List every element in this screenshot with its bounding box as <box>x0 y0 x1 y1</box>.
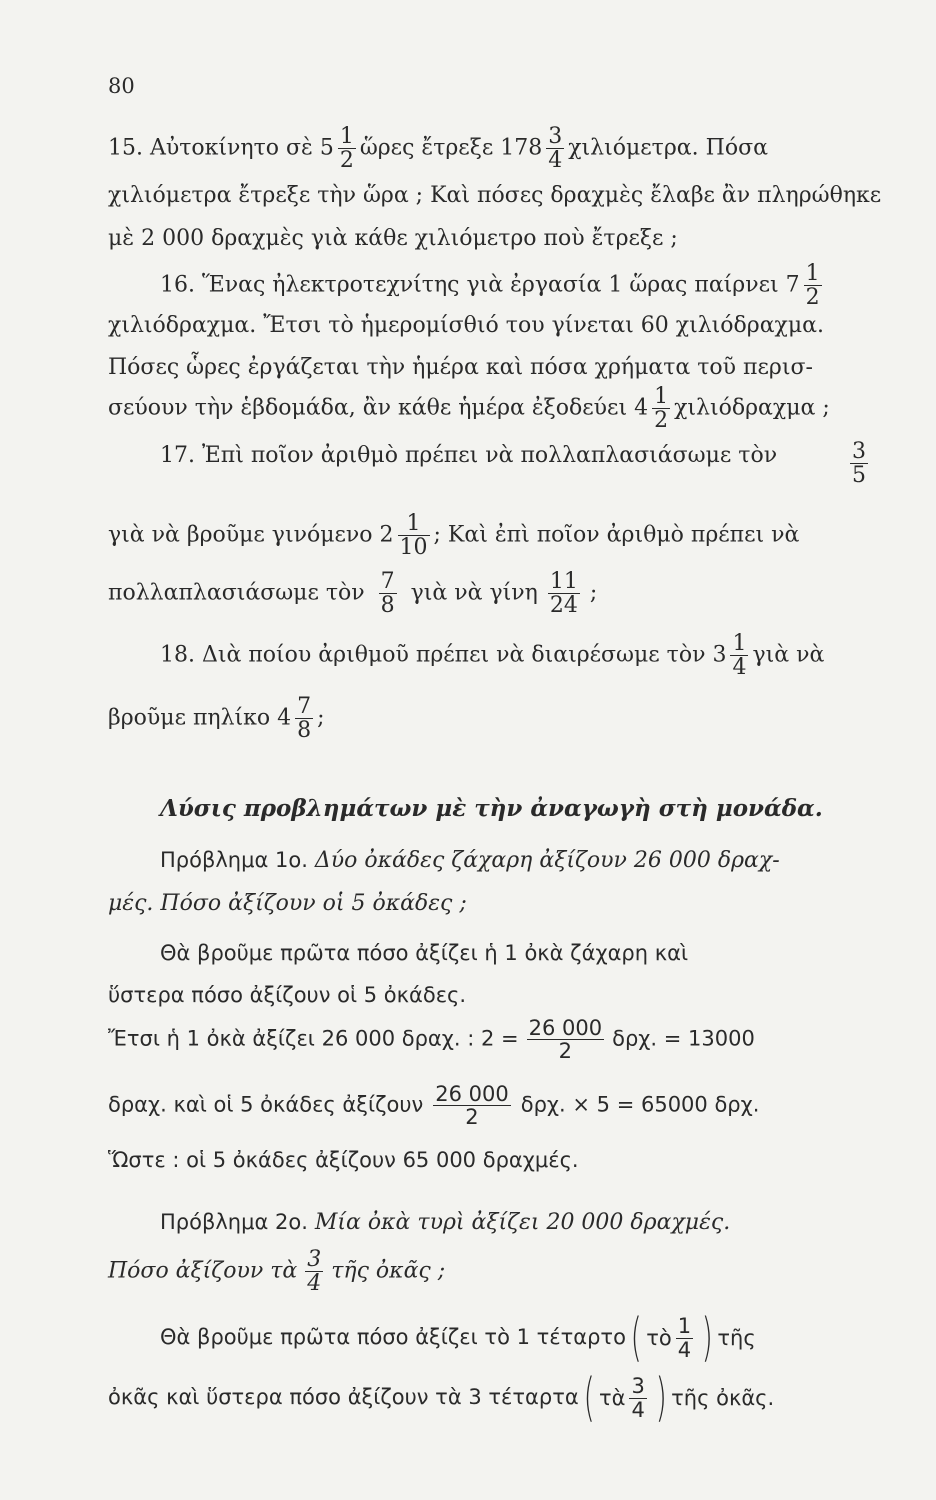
p17-text-e: γιὰ νὰ γίνη <box>410 580 538 606</box>
p1-answer-4b: δρχ. × 5 = 65000 δρχ. <box>520 1092 760 1117</box>
problem-17-line-1 <box>160 445 777 467</box>
fraction: $\frac{3}{4}$ <box>548 124 563 174</box>
problem-1-label: Πρόβλημα 1ο. <box>160 848 308 872</box>
p17-text-b: γιὰ νὰ βροῦμε γινόμενο 2 <box>108 522 394 548</box>
problem-17-fraction-3-5 <box>846 440 872 487</box>
problem-1-answer-4 <box>108 1083 759 1128</box>
p2-answer-1p: τὸ <box>646 1325 672 1350</box>
p17-text-f: ; <box>589 580 598 606</box>
p15-text-a: 15. Αὐτοκίνητο σὲ 5 <box>108 135 334 161</box>
p1-answer-3b: δρχ. = 13000 <box>612 1026 755 1051</box>
problem-16-line-3: Πόσες ὧρες ἐργάζεται τὴν ἡμέρα καὶ πόσα χρήματα τοῦ περισ- <box>108 355 813 380</box>
fraction: $\frac{11}{24}$ <box>549 569 578 619</box>
problem-18-line-2 <box>108 695 325 742</box>
fraction: $\frac{26 000}{2}$ <box>528 1016 603 1064</box>
p2-answer-2b: τῆς ὀκᾶς. <box>671 1385 775 1410</box>
p15-text-c: χιλιόμετρα. Πόσα <box>568 135 768 161</box>
p17-text-a: 17. Ἐπὶ ποῖον ἀριθμὸ πρέπει νὰ πολλαπλασιάσωμε τὸν <box>160 443 778 468</box>
problem-2-line-1 <box>160 1212 730 1234</box>
p18-text-c: βροῦμε πηλίκο 4 <box>108 705 292 731</box>
p2-answer-1a: Θὰ βροῦμε πρῶτα πόσο ἀξίζει τὸ 1 τέταρτο <box>160 1325 626 1349</box>
p16-text-d: σεύουν τὴν ἑβδομάδα, ἂν κάθε ἡμέρα ἐξοδεύει 4 <box>108 395 649 421</box>
problem-1-answer-5: Ὥστε : οἱ 5 ὀκάδες ἀξίζουν 65 000 δραχμές. <box>108 1148 579 1172</box>
problem-2-question-a: Μία ὀκὰ τυρὶ ἀξίζει 20 000 δραχμές. <box>314 1210 731 1235</box>
p2-answer-2a: ὀκᾶς καὶ ὕστερα πόσο ἀξίζουν τὰ 3 τέταρτα <box>108 1385 579 1409</box>
problem-18-line-1 <box>160 632 824 679</box>
fraction: $\frac{26 000}{2}$ <box>435 1082 509 1130</box>
fraction: $\frac{7}{8}$ <box>380 569 395 619</box>
right-paren: ) <box>655 1368 667 1428</box>
p16-text-e: χιλιόδραχμα ; <box>674 395 830 421</box>
p17-text-d: πολλαπλασιάσωμε τὸν <box>108 580 365 606</box>
fraction: $\frac{3}{4}$ <box>631 1374 645 1422</box>
problem-2-line-2 <box>108 1248 445 1295</box>
problem-2-answer-1 <box>160 1308 756 1368</box>
problem-2-answer-2 <box>108 1368 775 1428</box>
p18-text-a: 18. Διὰ ποίου ἀριθμοῦ πρέπει νὰ διαιρέσωμε τὸν 3 <box>160 642 727 668</box>
fraction: $\frac{1}{4}$ <box>677 1314 692 1362</box>
fraction: $\frac{3}{5}$ <box>852 439 866 489</box>
left-paren: ( <box>630 1308 642 1368</box>
p2-answer-1b: τῆς <box>717 1325 756 1350</box>
fraction: $\frac{1}{10}$ <box>399 511 428 561</box>
problem-17-line-3 <box>108 570 597 617</box>
problem-16-line-4 <box>108 385 830 432</box>
p2-answer-2p: τὰ <box>598 1385 626 1410</box>
left-paren: ( <box>583 1368 595 1428</box>
problem-17-line-2 <box>108 512 799 559</box>
p18-text-b: γιὰ νὰ <box>752 642 825 668</box>
p18-text-d: ; <box>317 705 325 731</box>
right-paren: ) <box>701 1308 713 1368</box>
page-number: 80 <box>108 74 135 98</box>
fraction: $\frac{1}{2}$ <box>339 124 354 174</box>
problem-1-answer-1: Θὰ βροῦμε πρῶτα πόσο ἀξίζει ἡ 1 ὀκὰ ζάχαρη καὶ <box>160 941 689 965</box>
p16-text-a: 16. Ἕνας ἠλεκτροτεχνίτης γιὰ ἐργασία 1 ὥρας παίρνει 7 <box>160 272 800 298</box>
problem-15-line-3: μὲ 2 000 δραχμὲς γιὰ κάθε χιλιόμετρο ποὺ ἔτρεξε ; <box>108 226 678 251</box>
problem-1-line-2: μές. Πόσο ἀξίζουν οἱ 5 ὀκάδες ; <box>108 891 467 916</box>
problem-1-line-1 <box>160 850 780 872</box>
section-heading: Λύσις προβλημάτων μὲ τὴν ἀναγωγὴ στὴ μονάδα. <box>160 795 823 822</box>
problem-15-line-1 <box>108 125 768 172</box>
problem-16-line-1 <box>160 262 826 309</box>
p1-answer-3a: Ἔτσι ἡ 1 ὀκὰ ἀξίζει 26 000 δραχ. : 2 = <box>108 1026 519 1051</box>
p2-question-c: τῆς ὀκᾶς ; <box>331 1258 446 1284</box>
fraction: $\frac{1}{4}$ <box>732 631 747 681</box>
p2-question-b: Πόσο ἀξίζουν τὰ <box>108 1258 298 1284</box>
fraction: $\frac{1}{2}$ <box>805 261 820 311</box>
fraction: $\frac{3}{4}$ <box>307 1247 322 1297</box>
p15-text-b: ὥρες ἔτρεξε 178 <box>359 135 543 161</box>
problem-15-line-2: χιλιόμετρα ἔτρεξε τὴν ὥρα ; Καὶ πόσες δραχμὲς ἔλαβε ἂν πληρώθηκε <box>108 183 882 208</box>
problem-2-label: Πρόβλημα 2ο. <box>160 1210 308 1234</box>
problem-1-answer-3 <box>108 1017 755 1062</box>
problem-1-question-a: Δύο ὀκάδες ζάχαρη ἀξίζουν 26 000 δραχ- <box>314 848 780 873</box>
fraction: $\frac{7}{8}$ <box>297 694 312 744</box>
p17-text-c: ; Καὶ ἐπὶ ποῖον ἀριθμὸ πρέπει νὰ <box>433 522 800 548</box>
problem-16-line-2: χιλιόδραχμα. Ἔτσι τὸ ἡμερομίσθιό του γίνεται 60 χιλιόδραχμα. <box>108 313 825 338</box>
problem-1-answer-2: ὕστερα πόσο ἀξίζουν οἱ 5 ὀκάδες. <box>108 983 467 1007</box>
p1-answer-4a: δραχ. καὶ οἱ 5 ὀκάδες ἀξίζουν <box>108 1092 424 1117</box>
fraction: $\frac{1}{2}$ <box>654 384 669 434</box>
